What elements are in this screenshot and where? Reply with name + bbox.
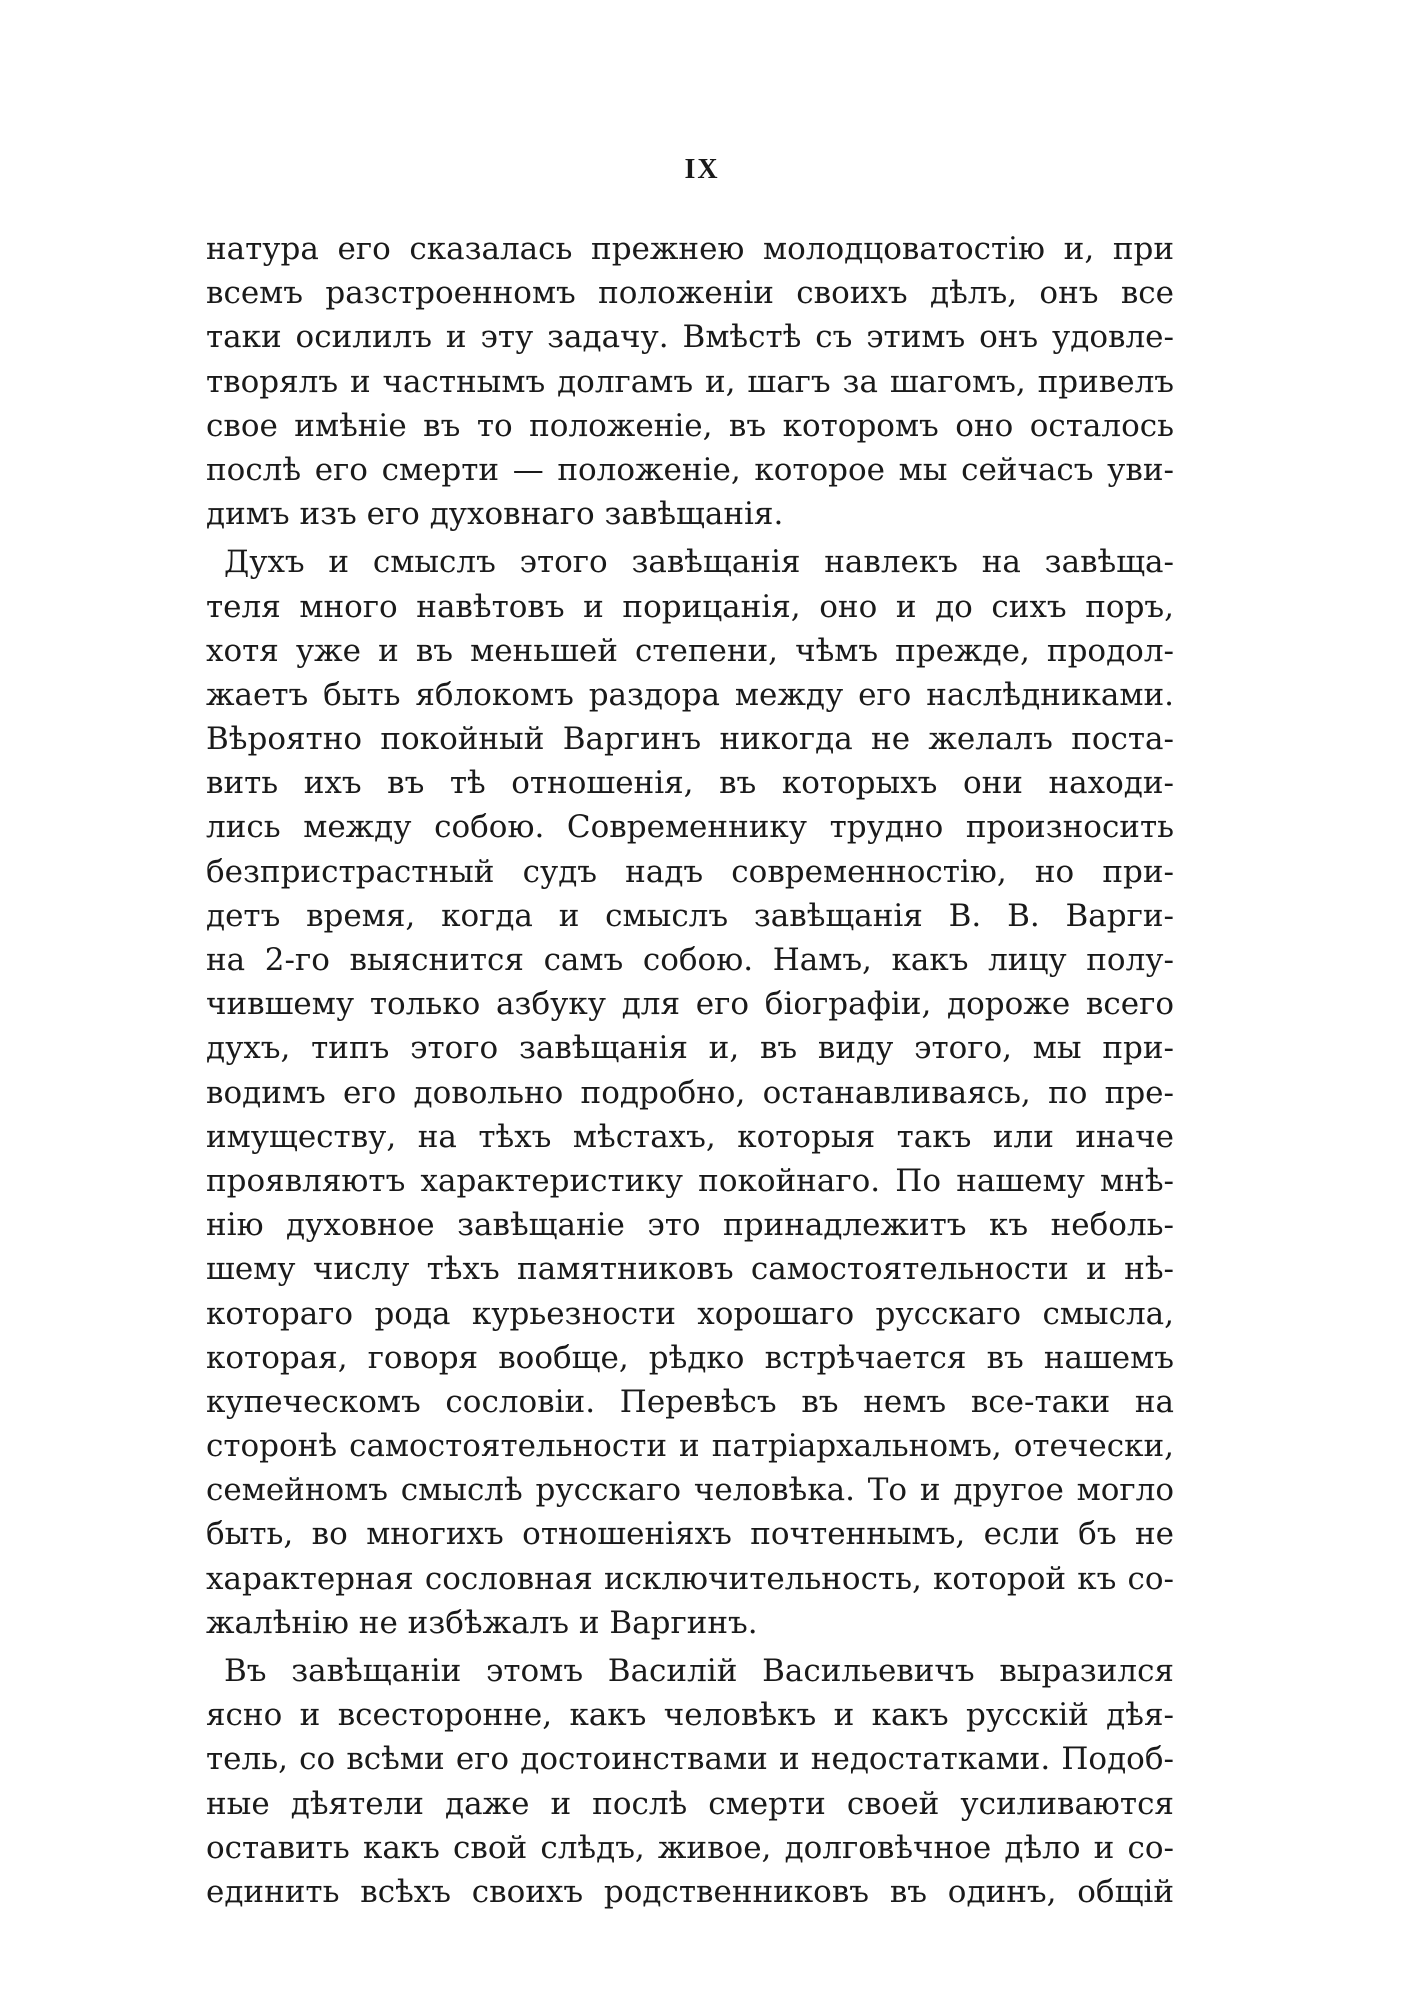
text-line: жалѣнію не избѣжалъ и Варгинъ.	[206, 1604, 758, 1641]
text-line: безпристрастный судъ надъ современностію, но при-	[206, 853, 1174, 890]
text-line: ные дѣятели даже и послѣ смерти своей усиливаются	[206, 1785, 1174, 1822]
text-line: водимъ его довольно подробно, останавливаясь, по пре-	[206, 1074, 1174, 1111]
text-line: на 2-го выяснится самъ собою. Намъ, какъ лицу полу-	[206, 942, 1174, 978]
text-body	[206, 227, 1174, 1914]
text-line: вить ихъ въ тѣ отношенія, въ которыхъ они находи-	[206, 765, 1174, 802]
text-line: ясно и всесторонне, какъ человѣкъ и какъ русскій дѣя-	[206, 1697, 1174, 1734]
text-line: сторонѣ самостоятельности и патріархальномъ, отечески,	[206, 1428, 1174, 1465]
text-line: семейномъ смыслѣ русскаго человѣка. То и другое могло	[206, 1472, 1174, 1509]
text-line: купеческомъ сословіи. Перевѣсъ въ немъ все-таки на	[206, 1383, 1174, 1420]
paragraph-1	[206, 227, 1174, 536]
text-line: шему числу тѣхъ памятниковъ самостоятельности и нѣ-	[206, 1251, 1174, 1288]
text-line: димъ изъ его духовнаго завѣщанія.	[206, 496, 784, 533]
text-line: детъ время, когда и смыслъ завѣщанія В. В. Варги-	[206, 897, 1174, 934]
text-line: которая, говоря вообще, рѣдко встрѣчается въ нашемъ	[206, 1339, 1174, 1376]
text-line: творялъ и частнымъ долгамъ и, шагъ за шагомъ, привелъ	[206, 363, 1174, 400]
paragraph-2	[206, 540, 1174, 1645]
text-line: Вѣроятно покойный Варгинъ никогда не желалъ поста-	[206, 721, 1174, 758]
text-line: свое имѣніе въ то положеніе, въ которомъ оно осталось	[206, 407, 1174, 444]
text-line: характерная сословная исключительность, которой къ со-	[206, 1560, 1174, 1597]
text-line: натура его сказалась прежнею молодцоватостію и, при	[206, 231, 1174, 267]
text-line: Въ завѣщаніи этомъ Василій Васильевичъ выразился	[224, 1653, 1174, 1689]
text-line: таки осилилъ и эту задачу. Вмѣстѣ съ этимъ онъ удовле-	[206, 319, 1174, 356]
page-number: IX	[684, 154, 720, 185]
text-line: единить всѣхъ своихъ родственниковъ въ одинъ, общій	[206, 1873, 1174, 1910]
text-line: жаетъ быть яблокомъ раздора между его наслѣдниками.	[206, 676, 1174, 713]
text-line: лись между собою. Современнику трудно произносить	[206, 809, 1174, 846]
text-line: быть, во многихъ отношеніяхъ почтеннымъ, если бъ не	[206, 1516, 1174, 1553]
text-line: тель, со всѣми его достоинствами и недостатками. Подоб-	[206, 1741, 1174, 1778]
text-line: хотя уже и въ меньшей степени, чѣмъ прежде, продол-	[206, 632, 1174, 669]
text-line: послѣ его смерти — положеніе, которое мы сейчасъ уви-	[206, 451, 1174, 488]
text-line: проявляютъ характеристику покойнаго. По нашему мнѣ-	[206, 1162, 1174, 1199]
text-line: имуществу, на тѣхъ мѣстахъ, которыя такъ или иначе	[206, 1118, 1174, 1155]
text-line: Духъ и смыслъ этого завѣщанія навлекъ на завѣща-	[224, 544, 1174, 581]
text-line: духъ, типъ этого завѣщанія и, въ виду этого, мы при-	[206, 1030, 1174, 1067]
text-line: теля много навѣтовъ и порицанія, оно и до сихъ поръ,	[206, 588, 1174, 625]
text-line: оставить какъ свой слѣдъ, живое, долговѣчное дѣло и со-	[206, 1829, 1174, 1866]
paragraph-3	[206, 1649, 1174, 1914]
text-line: всемъ разстроенномъ положеніи своихъ дѣлъ, онъ все	[206, 275, 1174, 312]
text-line: котораго рода курьезности хорошаго русскаго смысла,	[206, 1295, 1174, 1332]
text-line: чившему только азбуку для его біографіи, дороже всего	[206, 986, 1174, 1023]
text-line: нію духовное завѣщаніе это принадлежитъ къ неболь-	[206, 1207, 1174, 1244]
